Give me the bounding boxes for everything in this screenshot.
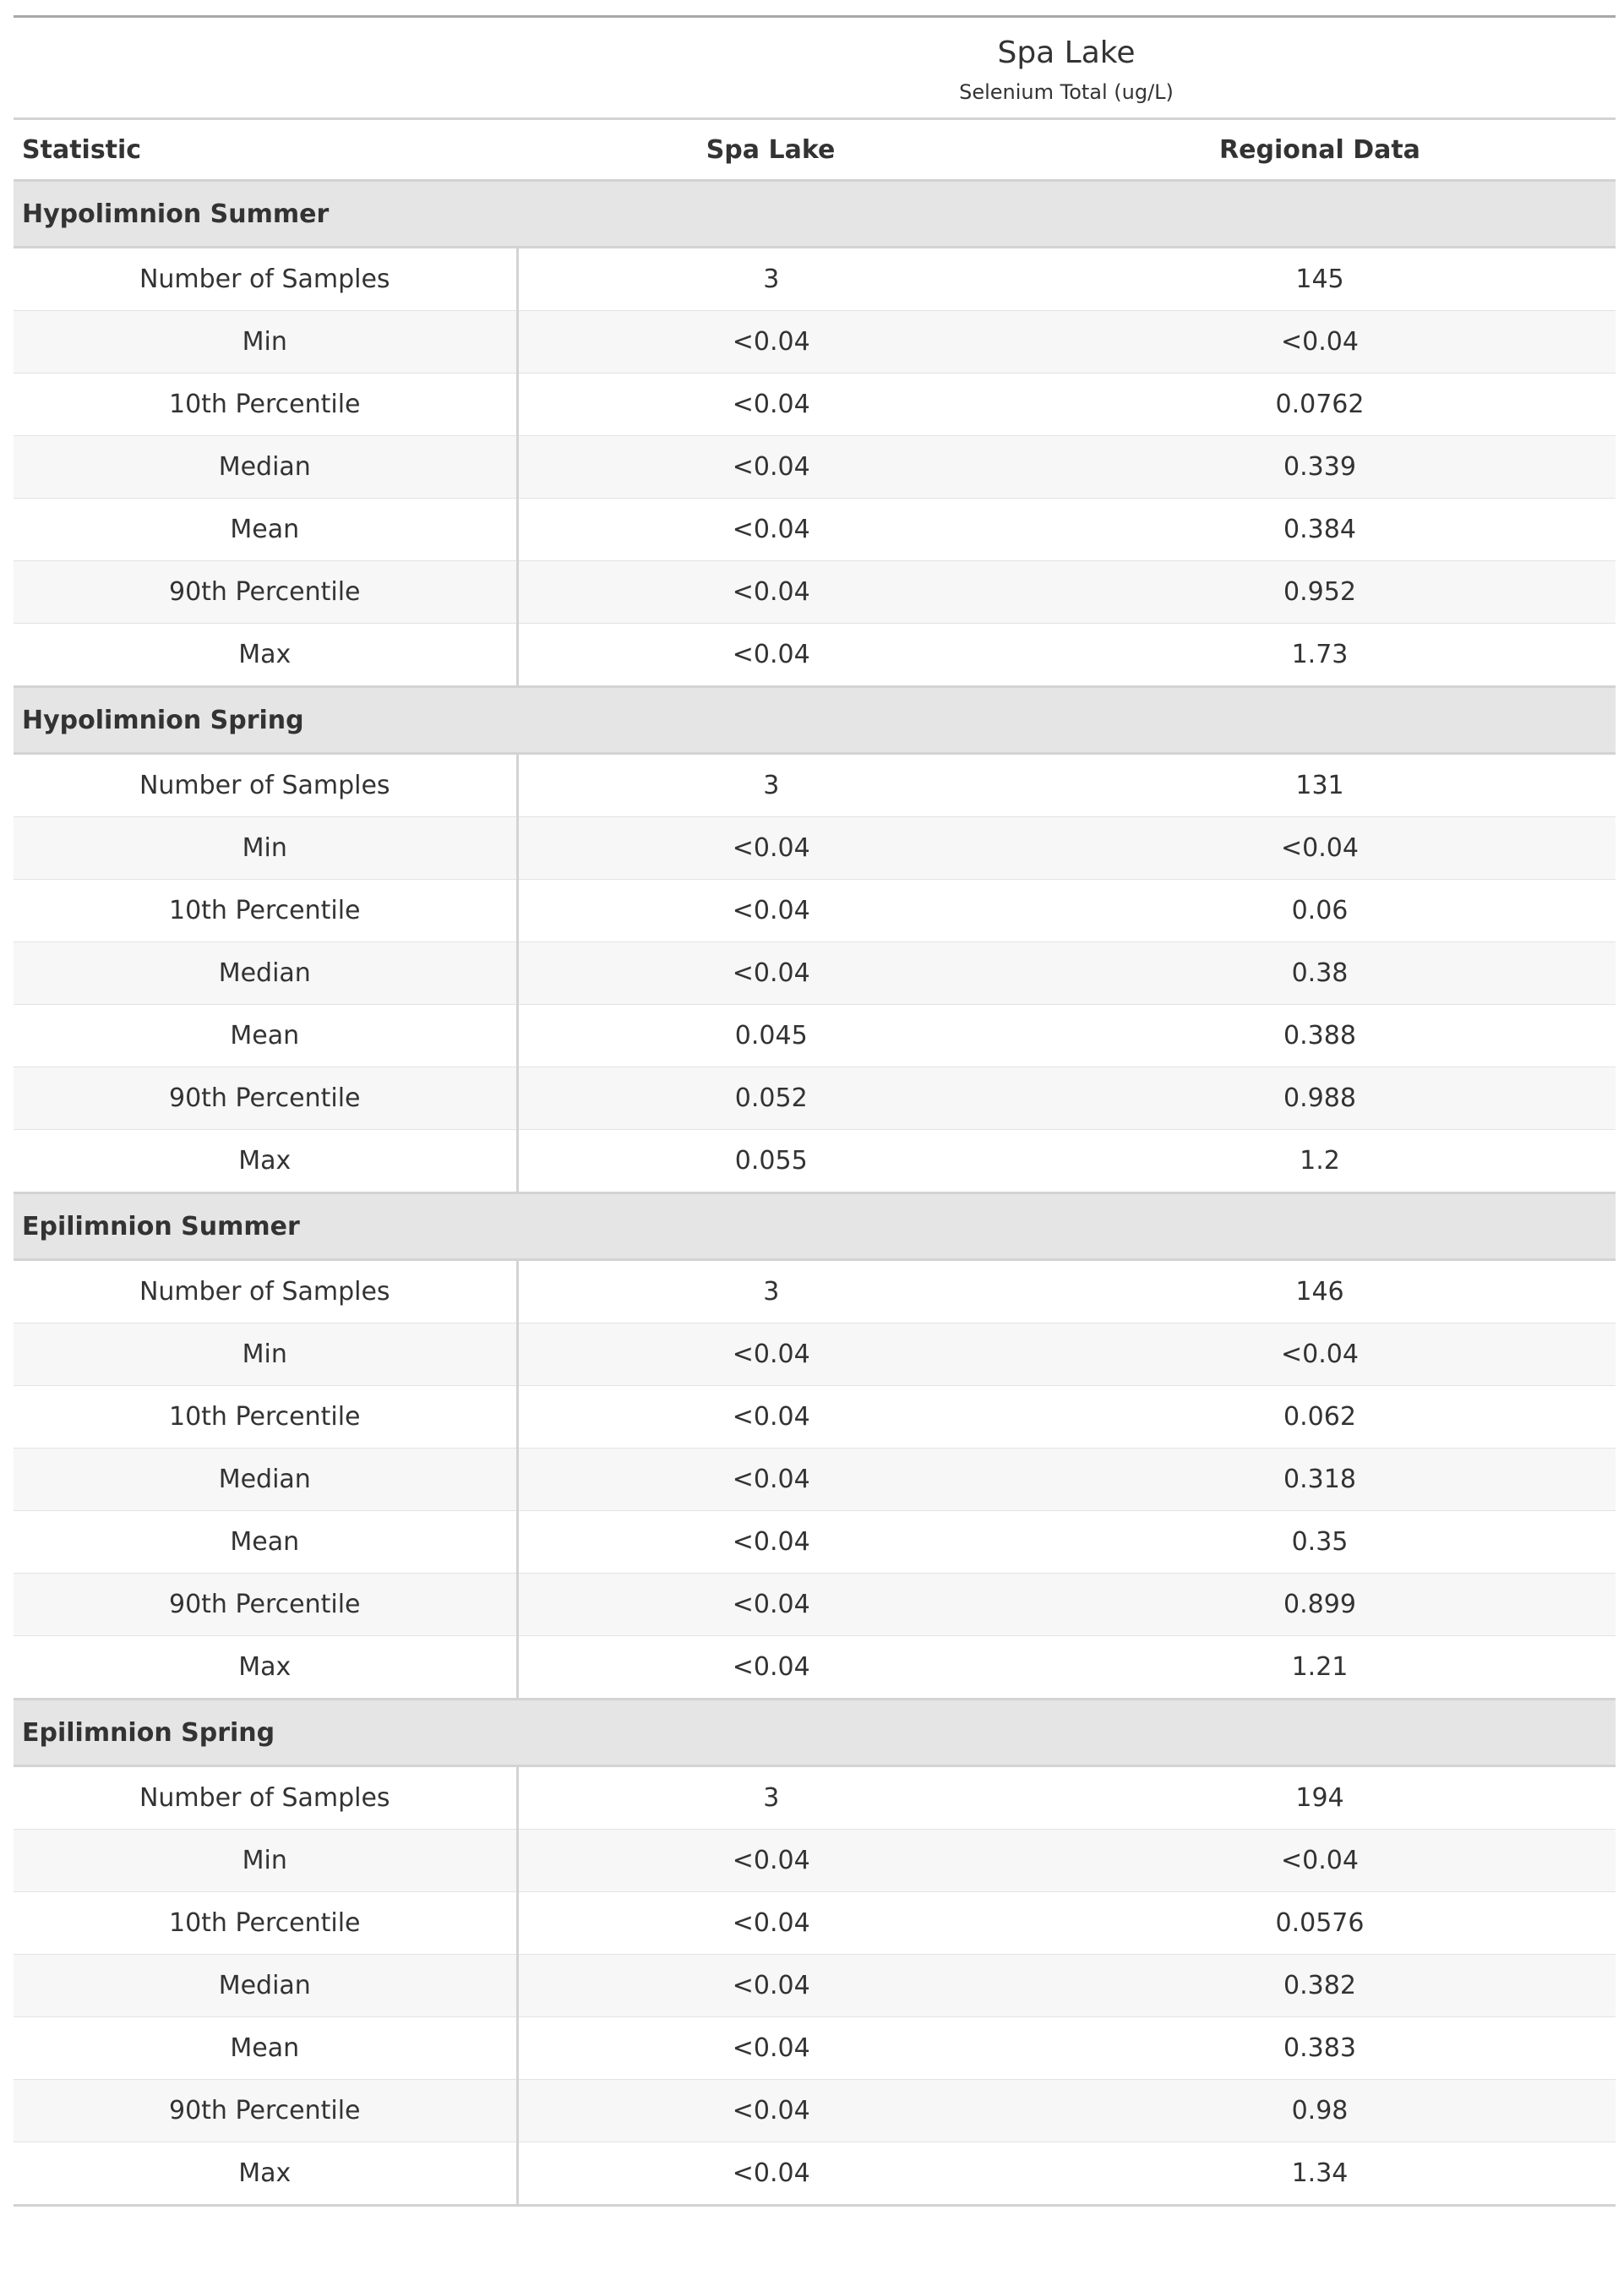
statistic-cell: Max [14,1636,517,1700]
statistic-cell: Number of Samples [14,1260,517,1323]
spa-lake-cell: <0.04 [517,374,1024,436]
regional-data-cell: 0.318 [1024,1449,1616,1511]
spa-lake-cell: <0.04 [517,1323,1024,1386]
spa-lake-cell: <0.04 [517,1830,1024,1892]
statistic-cell: 90th Percentile [14,561,517,624]
table-row [14,1130,1616,1193]
spa-lake-cell: <0.04 [517,1574,1024,1636]
spa-lake-cell: <0.04 [517,817,1024,880]
spa-lake-cell: <0.04 [517,1892,1024,1955]
group-label: Epilimnion Spring [14,1700,1616,1766]
table-row [14,1449,1616,1511]
regional-data-cell: 0.38 [1024,942,1616,1005]
regional-data-cell: 0.0762 [1024,374,1616,436]
group-header-row [14,1700,1616,1766]
regional-data-cell: 0.388 [1024,1005,1616,1067]
statistic-cell: Min [14,817,517,880]
statistic-cell: Median [14,1449,517,1511]
summary-table [14,15,1616,2207]
statistic-cell: Median [14,436,517,499]
spa-lake-cell: <0.04 [517,2142,1024,2206]
table-row [14,1323,1616,1386]
table-row [14,754,1616,817]
table-title-cell [517,17,1616,119]
spa-lake-cell: <0.04 [517,1386,1024,1449]
table-row [14,1955,1616,2017]
statistic-cell: Min [14,1323,517,1386]
regional-data-cell: 0.339 [1024,436,1616,499]
statistic-cell: Min [14,1830,517,1892]
statistic-cell: Max [14,624,517,687]
table-title: Spa Lake [997,35,1136,70]
regional-data-cell: <0.04 [1024,311,1616,374]
regional-data-cell: 0.988 [1024,1067,1616,1130]
column-header-regional-data: Regional Data [1024,119,1616,181]
column-header-spa-lake: Spa Lake [517,119,1024,181]
regional-data-cell: 0.98 [1024,2080,1616,2142]
spa-lake-cell: <0.04 [517,311,1024,374]
spa-lake-cell: <0.04 [517,561,1024,624]
statistic-cell: 90th Percentile [14,1067,517,1130]
table-row [14,561,1616,624]
spa-lake-cell: <0.04 [517,1955,1024,2017]
statistic-cell: Median [14,942,517,1005]
spa-lake-cell: 0.052 [517,1067,1024,1130]
regional-data-cell: 0.062 [1024,1386,1616,1449]
regional-data-cell: 145 [1024,248,1616,311]
table-row [14,1766,1616,1830]
statistic-cell: Mean [14,2017,517,2080]
spa-lake-cell: 3 [517,754,1024,817]
table-row [14,1892,1616,1955]
spa-lake-cell: <0.04 [517,1636,1024,1700]
statistic-cell: 10th Percentile [14,880,517,942]
statistic-cell: Max [14,2142,517,2206]
regional-data-cell: 194 [1024,1766,1616,1830]
group-header-row [14,687,1616,754]
column-header-row [14,119,1616,181]
table-subtitle: Selenium Total (ug/L) [959,80,1174,104]
table-row [14,1636,1616,1700]
spa-lake-cell: <0.04 [517,2080,1024,2142]
table-row [14,311,1616,374]
statistic-cell: Number of Samples [14,754,517,817]
table-row [14,624,1616,687]
regional-data-cell: 1.2 [1024,1130,1616,1193]
table-row [14,2017,1616,2080]
spa-lake-cell: <0.04 [517,436,1024,499]
statistic-cell: Number of Samples [14,248,517,311]
spa-lake-cell: <0.04 [517,1449,1024,1511]
regional-data-cell: 1.21 [1024,1636,1616,1700]
spa-lake-cell: 3 [517,248,1024,311]
summary-table-container [14,15,1616,2207]
statistic-cell: 90th Percentile [14,2080,517,2142]
table-row [14,248,1616,311]
regional-data-cell: <0.04 [1024,1323,1616,1386]
group-header-row [14,1193,1616,1260]
group-hypolimnion-summer [14,181,1616,687]
group-epilimnion-summer [14,1193,1616,1700]
statistic-cell: Min [14,311,517,374]
regional-data-cell: 0.384 [1024,499,1616,561]
statistic-cell: 10th Percentile [14,1892,517,1955]
table-row [14,1005,1616,1067]
table-row [14,1260,1616,1323]
group-label: Hypolimnion Spring [14,687,1616,754]
regional-data-cell: 0.0576 [1024,1892,1616,1955]
regional-data-cell: 0.35 [1024,1511,1616,1574]
table-row [14,2142,1616,2206]
statistic-cell: Median [14,1955,517,2017]
spa-lake-cell: <0.04 [517,942,1024,1005]
statistic-cell: 90th Percentile [14,1574,517,1636]
table-row [14,1386,1616,1449]
table-row [14,942,1616,1005]
table-row [14,1830,1616,1892]
statistic-cell: 10th Percentile [14,1386,517,1449]
column-header-statistic: Statistic [14,119,517,181]
regional-data-cell: 146 [1024,1260,1616,1323]
spa-lake-cell: <0.04 [517,624,1024,687]
statistic-cell: Mean [14,1005,517,1067]
spa-lake-cell: 3 [517,1766,1024,1830]
table-row [14,1511,1616,1574]
statistic-cell: Number of Samples [14,1766,517,1830]
table-row [14,499,1616,561]
regional-data-cell: 0.382 [1024,1955,1616,2017]
regional-data-cell: 1.34 [1024,2142,1616,2206]
regional-data-cell: <0.04 [1024,817,1616,880]
regional-data-cell: 0.06 [1024,880,1616,942]
regional-data-cell: <0.04 [1024,1830,1616,1892]
spa-lake-cell: <0.04 [517,2017,1024,2080]
table-row [14,817,1616,880]
group-epilimnion-spring [14,1700,1616,2206]
spa-lake-cell: 0.045 [517,1005,1024,1067]
table-row [14,374,1616,436]
group-label: Epilimnion Summer [14,1193,1616,1260]
regional-data-cell: 0.952 [1024,561,1616,624]
table-row [14,2080,1616,2142]
group-hypolimnion-spring [14,687,1616,1193]
spa-lake-cell: 3 [517,1260,1024,1323]
spa-lake-cell: <0.04 [517,1511,1024,1574]
spa-lake-cell: 0.055 [517,1130,1024,1193]
group-label: Hypolimnion Summer [14,181,1616,248]
regional-data-cell: 0.383 [1024,2017,1616,2080]
table-title-row [14,17,1616,119]
table-row [14,1574,1616,1636]
spa-lake-cell: <0.04 [517,499,1024,561]
statistic-cell: 10th Percentile [14,374,517,436]
spa-lake-cell: <0.04 [517,880,1024,942]
table-row [14,436,1616,499]
table-row [14,880,1616,942]
regional-data-cell: 0.899 [1024,1574,1616,1636]
group-header-row [14,181,1616,248]
regional-data-cell: 131 [1024,754,1616,817]
regional-data-cell: 1.73 [1024,624,1616,687]
statistic-cell: Max [14,1130,517,1193]
statistic-cell: Mean [14,1511,517,1574]
statistic-cell: Mean [14,499,517,561]
table-row [14,1067,1616,1130]
